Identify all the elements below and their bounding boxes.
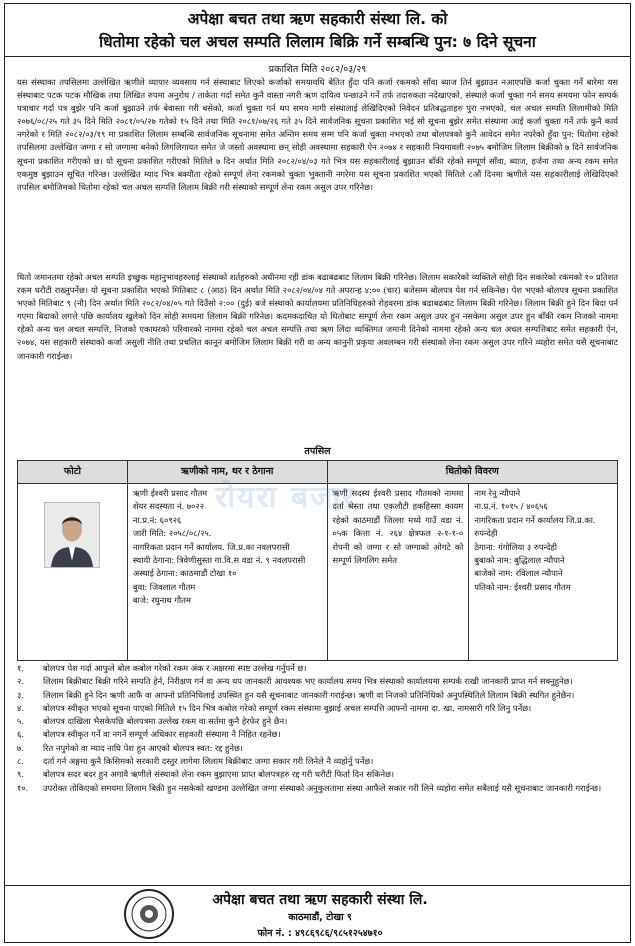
condition-item (17, 662, 618, 675)
condition-number: ५. (17, 716, 24, 727)
notice-title-line2: धितोमा रहेको चल अचल सम्पति लिलाम बिक्रि गर्ने सम्बन्धि पुन: ७ दिने सूचना (99, 33, 536, 51)
condition-text: रित नपुगेको वा म्याद नाघि पेश हुन आएको बोलपत्र स्वत: रद्द हुनेछ। (43, 742, 243, 753)
condition-text: लिलाम बिक्रीबाट बिक्री गरिने सम्पति हेर्न, निरीक्षण गर्न वा अन्य थप जानकारी आवश्यक भए कार्यालय समय भित्र संस्थाको कार्यालयमा सम्पर्क राखी जानकारी प्राप्त गर्न सक्नुहुनेछ। (43, 676, 573, 687)
borrower-details: ऋणी ईश्वरी प्रसाद गौतम शेयर सदस्यता नं. ७०२२ ना.प्र.नं: ६०९२६ जारी मिति: २०५८/०८/२५. नागरिकता प्रदान गर्ने कार्यालय. जि.प्र.का नवलपरासी स्थायी ठेगाना: त्रिवेणीसुस्ता गा.वि.स वडा नं. ९ नवलपरासी अस्थाई ठेगाना: काठमाडौं टोखा १० बुवा: जिवलाल गौतम बाजे: रघुनाथ गौतम (132, 488, 306, 606)
condition-item (17, 742, 618, 755)
published-date: प्रकाशित मिति २०८२/०३/२९ (268, 64, 367, 75)
collateral-owner-details: नाम रेनु न्यौपाने ना.प्र.नं. १०१५ / ४०६५६ नागरिकता प्रदान गर्ने कार्यालय जि.प्र.का. रुपन्देही ठेगाना: गंगोलिया ३ रुपन्देही बुबाको नाम: बुद्धिलाल न्यौपाने बाजेको नाम: रविलाल न्यौपाने पतिको नाम: ईश्वरी प्रसाद गौतम (474, 488, 596, 592)
condition-text: बोलपत्र सदर बदर हुन अगावै ऋणीले संस्थाको लेना रकम बुझाएमा प्राप्त बोलपत्रहरु रद्द गरी धरौटी फिर्ता दिन सकिनेछ। (43, 769, 395, 780)
footer-divider (5, 885, 630, 886)
condition-number: ९. (17, 769, 24, 780)
condition-number: ८. (17, 756, 24, 767)
condition-item (17, 782, 618, 795)
condition-item (17, 689, 618, 702)
condition-item (17, 728, 618, 741)
condition-text: दर्ता गर्न अङ्गमा कुनै किसिमको सरकारी दस्तुर लागेमा लिलाम बिक्रीबाट जग्गा सकार गरी लिनेले नै व्यहोर्नु पर्नेछ। (43, 756, 374, 767)
condition-number: १०. (17, 782, 29, 793)
condition-number: ३. (17, 689, 24, 700)
title-divider (5, 56, 630, 57)
condition-text: बोलपत्र दाखिला भैसकेपछि बोलपत्रमा उल्लेख रकम वा सर्तमा कुनै हेरफेर हुने छैन। (43, 716, 288, 727)
condition-number: ४. (17, 702, 24, 713)
condition-item (17, 755, 618, 768)
condition-number: २. (17, 676, 24, 687)
footer-address: काठमाडौं, टोखा ९ (288, 912, 352, 923)
collateral-land-details: ऋणी सदस्य ईश्वरी प्रसाद गौतमको नाममा दर्ता श्रेस्ता तथा एकलौटी हकहिस्सा कायम रहेको काठमाडौं जिल्ला मध्ये गाउँ वडा नं. ०५क कित्ता नं. २६४ क्षेत्रफल २-१-१-० रोपनी को जग्गा र सो जग्गाको ओगटे को सम्पूर्ण लिगलिग समेत (332, 488, 464, 566)
header-borrower: ऋणीको नाम, थर र ठेगाना (127, 461, 327, 484)
conditions-list (17, 662, 618, 795)
condition-item (17, 715, 618, 728)
condition-number: ७. (17, 742, 24, 753)
notice-paragraph-1: यस संस्थाका तपसिलमा उल्लेखित ऋणीले व्यापार व्यवसाय गर्न संस्थाबाट लिएको कर्जाको समयावधि बेतित हुँदा पनि कर्जा रकमको साँवा ब्याज तिर्न बुझाउन नआएपछि कर्जा चुक्ता गर्ने बारेमा यस संस्थाबाट पटक पटक मौखिक तथा लिखित रुपमा अनुरोध / ताकेता गर्दा समेत कुनै वास्ता नगरी ऋण दायित्व पन्छाउने गर्ने तर्फ तदारुकता नदेखाएको, संस्थाले कर्जा चुक्ता गर्न समय समयमा फोन सम्पर्क पत्राचार गर्दा पत्र बुझेर पनि कर्जा बुझाउने तर्फ बेवास्ता गरी बसेको, कर्जा चुक्ता गर्न थप समय मागी संस्थालाई लेखिदिएको निवेदन प्रतिबद्धताहरु पुरा नभएको, चल अचल सम्पति लिलामीको मिति २०७६/०८/२५ गते ३५ दिने मिति २०८१/०५/२७ गतेको १५ दिने तथा मिति २०८१/०७/२६ गते ३५ दिने सार्वजनिक सूचना प्रकाशित भई सो सूचना बुझेर समेत संस्थामा आई कर्जा चुक्ता गर्ने तर्फ कुनै कार्य नगरेको र मिति २०८२/०३/१९ मा प्रकाशित लिलाम सम्बन्धि सार्वजनिक सूचनामा समेत अन्तिम समय सम्म पनि कर्जा चुक्ता नभएको तथा बोलपत्रको कुनै आवेदन समेत नपरेको हुँदा पुन: धितोमा रहेको तपसिलमा उल्लेखित जग्गा र सो जग्गामा बनेको लिगलिगायत समेत जे जस्तो अवस्थामा छन् सोही अवस्थामा सहकारी ऐन २०७४ र सहकारी नियमावली २०७५ बमोजिम लिलाम बिक्रीको ७ दिने सार्वजनिक सूचना प्रकाशित गरीएको छ। यो सूचना प्रकाशित गरीएको मितिले ७ दिन अर्थात मिति २०८२/०४/०३ गते भित्र यस सहकारीलाई बुझाउन बाँकी रहेको सम्पूर्ण साँवा, ब्याज, हर्जना तथा अन्य रकम समेत एकमुष्ठ बुझाउन सूचित गरिन्छ। उल्लेखित म्याद भित्र बक्यौता रहेको सम्पूर्ण लेना रकमको चुक्ता भुक्तानी नगरेमा यस सूचना प्रकाशित भएको मितिले ८औं दिनमा ऋणीले यस सहकारीलाई लेखिदिएको तपसिल बमोजिमको धितोमा रहेको चल अचल सम्पत्ति लिलाम बिक्री गरी संस्थाको सम्पूर्ण लेना रकम असुल उपर गरिनेछ। (17, 77, 618, 192)
schedule-title: तपसिल (304, 446, 331, 457)
condition-number: १. (17, 663, 24, 673)
borrower-photo (44, 502, 100, 568)
condition-item (17, 675, 618, 688)
watermark-text: रोयरा बजार (215, 480, 357, 515)
condition-text: लिलाम बिक्री हुने दिन ऋणी आफैं वा आफ्नो प्रतिनिधिलाई उपस्थित हुन यसै सूचनाबाट जानकारी गराईन्छ। ऋणी वा निजको प्रतिनिधिको अनुपस्थितिले लिलाम बिक्री स्थगित हुनेछैन। (43, 689, 575, 700)
header-photo: फोटो (18, 461, 128, 484)
collateral-owner-cell (469, 484, 618, 661)
condition-item (17, 768, 618, 781)
notice-page (4, 3, 631, 943)
notice-title-line1: अपेक्षा बचत तथा ऋण सहकारी संस्था लि. को (187, 10, 448, 28)
header-collateral: धितोको विवरण (327, 461, 618, 484)
condition-text: बोलपत्र पेश गर्दा आफुले बोल कबोल गरेको रकम अंक र अक्षरमा स्पष्ट उल्लेख गर्नुपर्ने छ। (43, 663, 307, 673)
condition-item (17, 702, 618, 715)
condition-text: बोलपत्र स्वीकृत गर्ने वा नगर्ने सम्पूर्ण अधिकार सहकारी संस्थामा नै निहित रहनेछ। (43, 729, 281, 740)
condition-text: उपरोक्त तोकिएको समयमा लिलाम बिक्री हुन नसकेको खण्डमा उल्लेखित जग्गा संस्थाको अनुकुलतामा संस्था आफैले सकार गरी लिने व्यहोरा समेत सबैलाई यसै सूचनाबाट जानकारी गराईन्छ। (43, 782, 602, 793)
footer-phone: फोन नं. : ४९८६९८६/९८५१२५४७१० (257, 928, 383, 939)
condition-text: बोलपत्र स्वीकृत भएको सूचना पाएको मितिले १५ दिन भित्र कबोल गरेको सम्पूर्ण रकम संस्थामा बुझाई अचल सम्पत्ति आफ्नो नाममा दा. खा. नामसारी गरि लिनु पर्नेछ। (43, 702, 532, 713)
person-silhouette-icon (45, 503, 99, 567)
cooperative-seal-icon (123, 888, 175, 940)
condition-number: ६. (17, 729, 24, 740)
notice-paragraph-2: धितो जमानतमा रहेको अचल सम्पति इच्छुक महानुभावहरुलाई संस्थाको शर्तहरुको अधीनमा रही डांक बढाबढबाट लिलाम बिक्री गरिनेछ। लिलाम सकारेको व्यक्तिले सोही दिन सकारेको रकमको १० प्रतिशत रकम धरौटी राख्नुपर्नेछ। यो सूचना प्रकाशित भएको मितिबाट ८ (आठ) दिन अर्थात मिति २०८२/०४/०४ गते अपरान्ह ४:०० (चार) बजेसम्म बोलपत्र पेश गर्न सकिनेछ। पेश भएको बोलपत्र सूचना प्रकाशित भएको मितिबाट ९ (नौ) दिन अर्थात मिति २०८२/०४/०५ गते दिउँसो २:०० (दुई) बजे संस्थाको कार्यालयमा प्रतिनिधिहरुको रोहवरमा डांक बढाबढबाट लिलाम बिक्री गरिनेछ। लिलाम बिक्री हुने दिन बिदा पर्न गएमा बिदाको लगत्ते पछि कार्यालय खुलेको दिन सोही समयमा लिलाम बिक्री गरिनेछ। कदमकदाचित यो धितोबाट सम्पूर्ण लेना रकम असुल उपर हुन नसकेमा असुल उपर हुन बाँकी रकम निजको नाममा रहेको अन्य चल अचल सम्पत्ति, निजको एकाघरको परिवारको नाममा रहेको चल अचल सम्पत्ति तथा ऋण लिंदा व्यक्तिगत जमानी दिनेको नाममा रहेको अन्य चल अचल सम्पत्तिबाट समेत सहकारी ऐन, २०७४, यस सहकारी संस्थाको कर्जा असुली नीति तथा प्रचलित कानून बमोजिम लिलाम बिक्री गरी वा अन्य कानुनी प्रकृया अवलम्बन गरी संस्थाको लेना रकम असुल उपर गरिने व्यहोरा समेत यसै सूचनाबाट जानकारी गराईन्छ। (17, 272, 618, 361)
photo-cell (18, 484, 128, 661)
footer-org-name: अपेक्षा बचत तथा ऋण सहकारी संस्था लि. (212, 892, 428, 908)
